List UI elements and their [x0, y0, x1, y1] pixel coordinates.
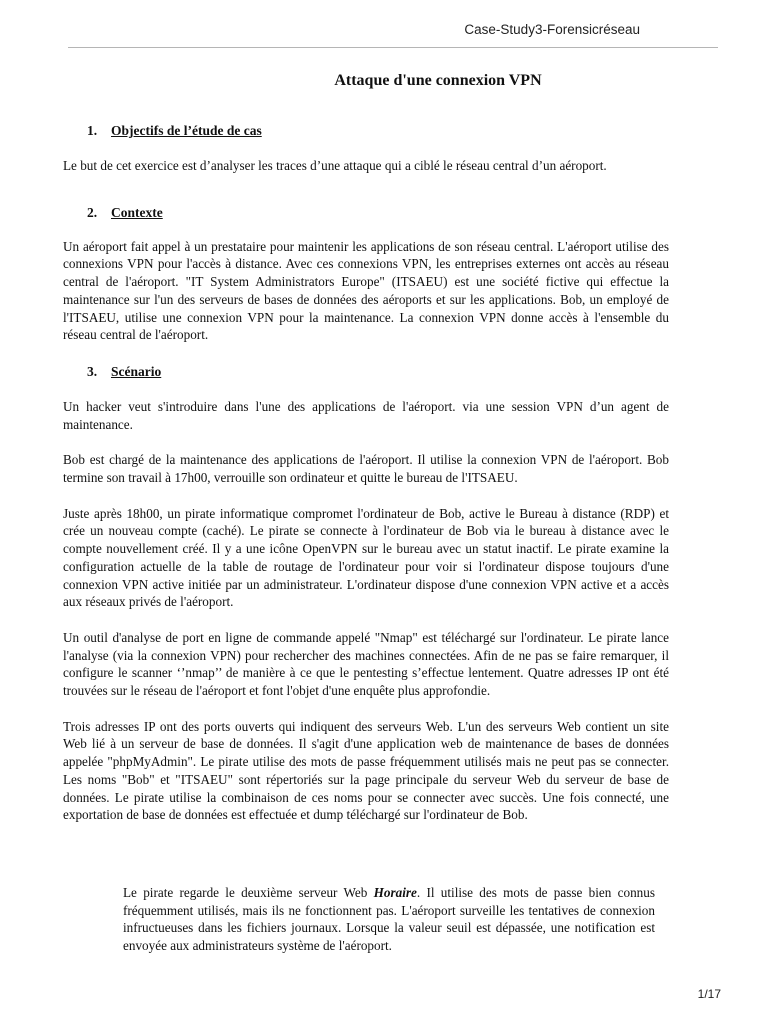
paragraph: Un outil d'analyse de port en ligne de commande appelé "Nmap" est téléchargé sur l'ordinateur. Le pirate lance l'analyse (via la connexion VPN) pour rechercher des machines connectées. Afin de ne pas se faire remarquer, il configure le scanner ‘’nmap’’ de manière à ce que le pentesting s’effectue lentement. Quatre adresses IP ont été trouvées sur le réseau de l'aéroport et font l'objet d'une enquête plus approfondie. [63, 629, 669, 699]
document-header-label: Case-Study3-Forensicréseau [464, 22, 640, 37]
paragraph: Un aéroport fait appel à un prestataire pour maintenir les applications de son réseau central. L'aéroport utilise des connexions VPN pour l'accès à distance. Avec ces connexions VPN, les entreprises externes ont accès au réseau central de l'aéroport. "IT System Administrators Europe" (ITSAEU) est une société fictive qui effectue la maintenance sur l'un des serveurs de bases de données des aéroports et sur les applications. Bob, un employé de l'ITSAEU, utilise une connexion VPN pour la maintenance. La connexion VPN donne accès à l'ensemble du réseau central de l'aéroport. [63, 238, 669, 343]
section-number: 2. [87, 204, 98, 220]
paragraph: Le but de cet exercice est d’analyser les traces d’une attaque qui a ciblé le réseau central d’un aéroport. [63, 158, 607, 173]
section-title: Scénario [111, 363, 162, 379]
page-title: Attaque d'une connexion VPN [334, 72, 542, 89]
paragraph: Juste après 18h00, un pirate informatique compromet l'ordinateur de Bob, active le Bureau à distance (RDP) et crée un nouveau compte (caché). Le pirate se connecte à l'ordinateur de Bob via le bureau à distance avec le compte nouvellement créé. Il y a une icône OpenVPN sur le bureau avec un statut inactif. Le pirate examine la configuration actuelle de la table de routage de l'ordinateur pour voir si l'ordinateur dispose toujours d'une connexion VPN active initiée par un administrateur. L'ordinateur dispose d'une connexion VPN active et a accès aux réseaux privés de l'aéroport. [63, 505, 669, 610]
indented-text-before: Le pirate regarde le deuxième serveur Web [123, 885, 374, 900]
section-number: 3. [87, 363, 98, 379]
indented-text-after: . Il utilise des mots de passe bien connus fréquemment utilisés, mais ils ne fonctionnent pas. L'aéroport surveille les tentatives de connexion infructueuses dans les fichiers journaux. Lorsque la valeur seuil est dépassée, une notification est envoyée aux administrateurs système de l'aéroport. [123, 885, 655, 954]
paragraph: Bob est chargé de la maintenance des applications de l'aéroport. Il utilise la connexion VPN de l'aéroport. Bob termine son travail à 17h00, verrouille son ordinateur et quitte le bureau de l'ITSAEU. [63, 452, 669, 486]
section-heading-objectifs [63, 123, 669, 139]
section-title: Contexte [111, 204, 163, 220]
header-divider [68, 47, 718, 48]
document-body [63, 72, 669, 824]
server-name-emphasis: Horaire [373, 885, 417, 900]
page-number: 1/17 [697, 987, 721, 1001]
paragraph: Un hacker veut s'introduire dans l'une des applications de l'aéroport. via une session VPN d’un agent de maintenance. [63, 398, 669, 432]
section-heading-contexte [63, 205, 669, 221]
section-heading-scenario [63, 364, 669, 380]
section-title: Objectifs de l’étude de cas [111, 123, 262, 138]
paragraph: Trois adresses IP ont des ports ouverts qui indiquent des serveurs Web. L'un des serveurs Web contient un site Web lié à un serveur de base de données. Il s'agit d'une application web de maintenance de bases de données appelée "phpMyAdmin". Le pirate utilise des mots de passe fréquemment utilisés mais ne peut pas se connecter. Les noms "Bob" et "ITSAEU" sont répertoriés sur la page principale du serveur Web du serveur de base de données. Le pirate utilise la combinaison de ces noms pour se connecter avec succès. Une fois connecté, une exportation de base de données est effectuée et dump téléchargé sur l'ordinateur de Bob. [63, 718, 669, 823]
indented-paragraph [123, 884, 655, 955]
section-number: 1. [87, 123, 98, 138]
